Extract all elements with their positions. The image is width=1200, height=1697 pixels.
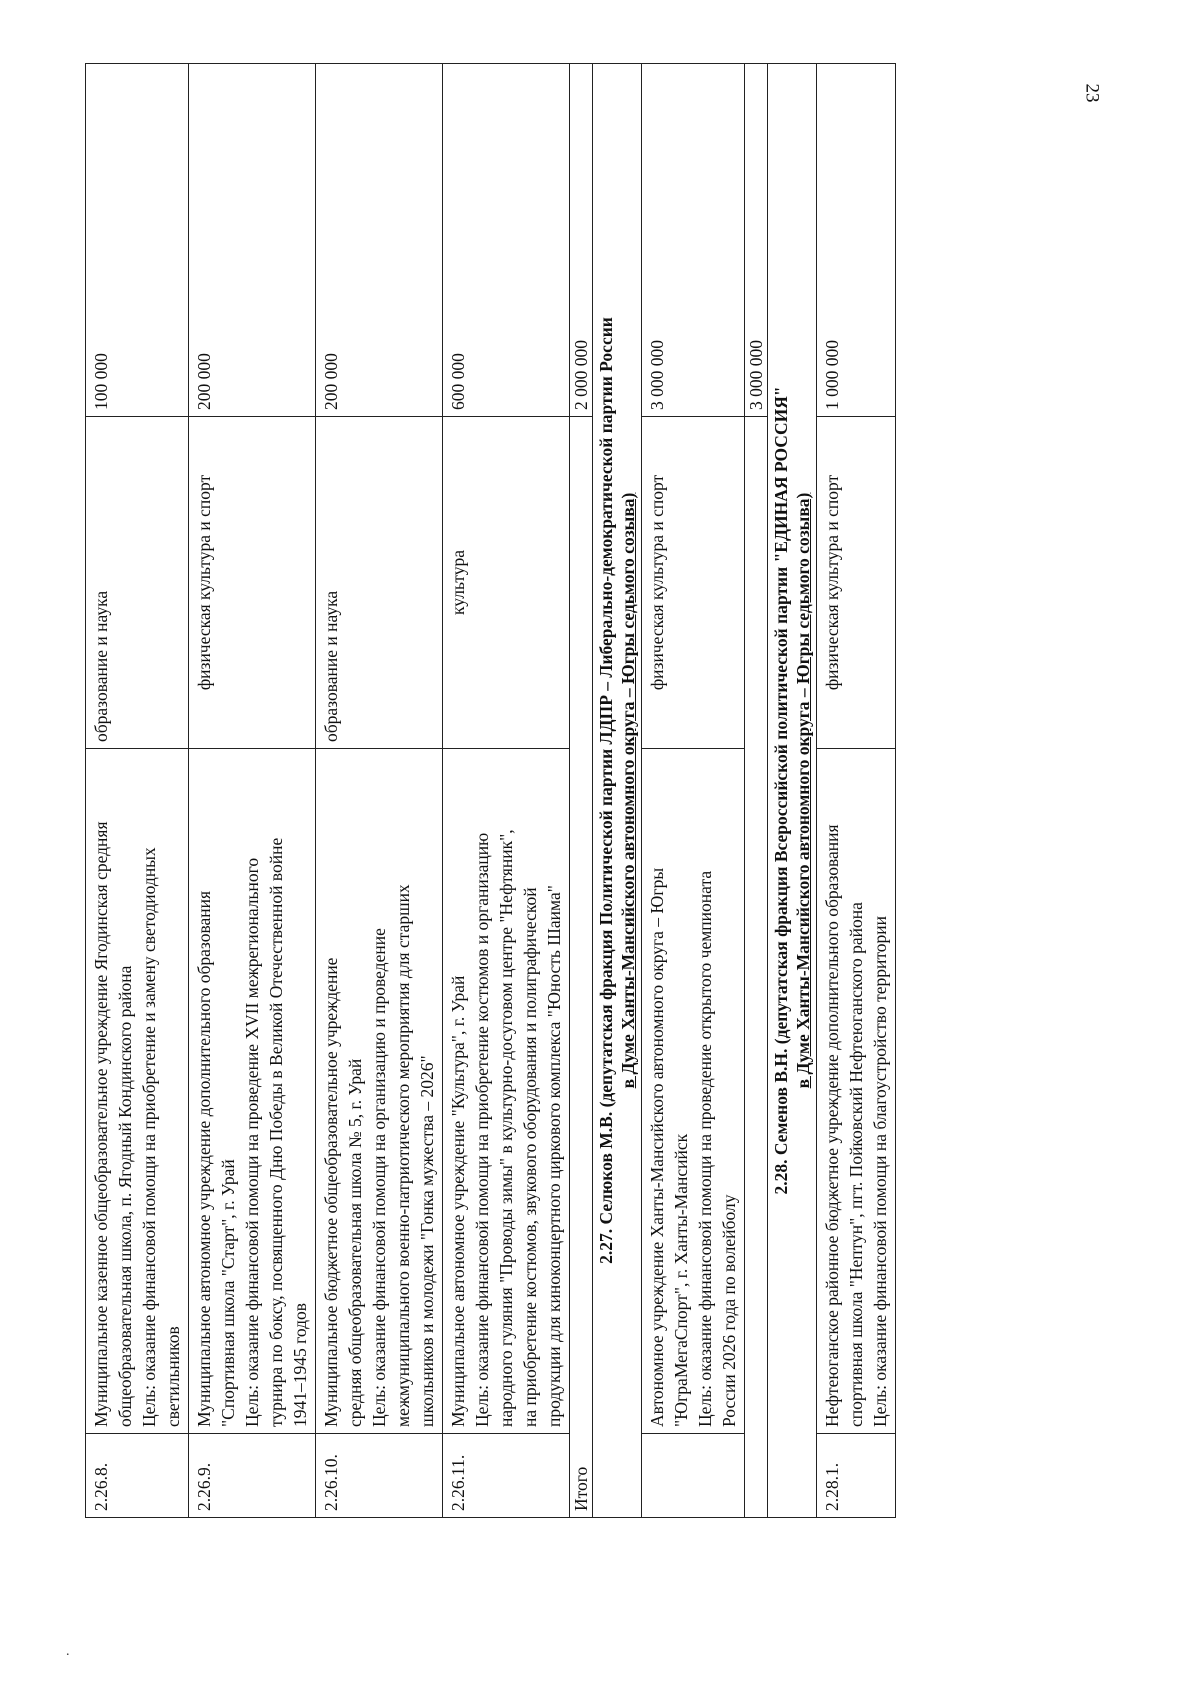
- total-amount: 2 000 000: [570, 64, 593, 417]
- description-line: Цель: оказание финансовой помощи на приобретение костюмов и организацию: [472, 832, 492, 1427]
- row-number: 2.26.8.: [86, 1434, 189, 1518]
- table-row: [817, 64, 896, 1518]
- section-heading-line: в Думе Ханты-Мансийского автономного округа – Югры седьмого созыва): [793, 492, 813, 1089]
- row-amount: 600 000: [443, 64, 570, 417]
- row-area: образование и наука: [316, 417, 443, 749]
- description-line: Цель: оказание финансовой помощи на проведение открытого чемпионата: [695, 870, 715, 1427]
- row-number: [642, 1434, 745, 1518]
- description-line: общеобразовательная школа, п. Ягодный Кондинского района: [115, 965, 135, 1427]
- description-line: "ЮграМегаСпорт", г. Ханты-Мансийск: [671, 1133, 691, 1427]
- section-heading-cell: [593, 64, 642, 1518]
- row-amount: 100 000: [86, 64, 189, 417]
- row-description: [443, 749, 570, 1434]
- description-line: школьников и молодежи "Гонка мужества – 2026": [417, 1055, 437, 1427]
- description-line: "Спортивная школа "Старт", г. Урай: [218, 1159, 238, 1427]
- row-amount: 1 000 000: [817, 64, 896, 417]
- table-row: [86, 64, 189, 1518]
- rotated-table-frame: [85, 64, 997, 1518]
- total-label: [745, 417, 768, 1518]
- row-area: образование и наука: [86, 417, 189, 749]
- row-number: 2.28.1.: [817, 1434, 896, 1518]
- description-line: светильников: [163, 1326, 183, 1427]
- row-description: [189, 749, 316, 1434]
- table-row: [316, 64, 443, 1518]
- description-line: Цель: оказание финансовой помощи на проведение XVII межрегионального: [242, 857, 262, 1427]
- row-area: культура: [443, 417, 570, 749]
- row-number: 2.26.10.: [316, 1434, 443, 1518]
- row-description: [642, 749, 745, 1434]
- section-heading-cell: [768, 64, 817, 1518]
- description-line: средняя общеобразовательная школа № 5, г. Урай: [345, 1058, 365, 1427]
- description-line: Цель: оказание финансовой помощи на приобретение и замену светодиодных: [139, 847, 159, 1427]
- row-amount: 3 000 000: [642, 64, 745, 417]
- description-line: Нефтеюганское районное бюджетное учреждение дополнительного образования: [822, 824, 842, 1427]
- table-row: [189, 64, 316, 1518]
- section-heading-line: 2.27. Селюков М.В. (депутатская фракция Политической партии ЛДПР – Либерально-демократической партии России: [596, 317, 616, 1264]
- total-row: [745, 64, 768, 1518]
- section-heading: [768, 64, 817, 1518]
- description-line: Цель: оказание финансовой помощи на благоустройство территории: [870, 916, 890, 1427]
- row-area: физическая культура и спорт: [189, 417, 316, 749]
- funding-table: [85, 63, 896, 1518]
- page-number: 23: [1081, 83, 1103, 103]
- row-number: 2.26.9.: [189, 1434, 316, 1518]
- description-line: Автономное учреждение Ханты-Мансийского автономного округа – Югры: [647, 867, 667, 1427]
- description-line: народного гуляния "Проводы зимы" в культурно-досуговом центре "Нефтяник",: [496, 829, 516, 1427]
- description-line: Муниципальное автономное учреждение "Культура", г. Урай: [448, 975, 468, 1427]
- description-line: на приобретение костюмов, звукового оборудования и полиграфической: [520, 887, 540, 1427]
- description-line: межмуниципального военно-патриотического мероприятия для старших: [393, 884, 413, 1427]
- section-heading-line: в Думе Ханты-Мансийского автономного округа – Югры седьмого созыва): [618, 492, 638, 1089]
- section-heading-line: 2.28. Семенов В.Н. (депутатская фракция Всероссийской политической партии "ЕДИНАЯ РОССИЯ": [771, 386, 791, 1195]
- total-row: [570, 64, 593, 1518]
- description-line: Цель: оказание финансовой помощи на организацию и проведение: [369, 928, 389, 1427]
- row-amount: 200 000: [316, 64, 443, 417]
- row-description: [316, 749, 443, 1434]
- row-amount: 200 000: [189, 64, 316, 417]
- table-row: [443, 64, 570, 1518]
- section-heading: [593, 64, 642, 1518]
- footer-mark: .: [66, 1644, 70, 1659]
- description-line: Муниципальное казенное общеобразовательное учреждение Ягодинская средняя: [91, 821, 111, 1427]
- total-label: Итого: [570, 417, 593, 1518]
- description-line: турнира по боксу, посвященного Дню Победы в Великой Отечественной войне: [266, 837, 286, 1427]
- description-line: 1941–1945 годов: [290, 1302, 310, 1427]
- row-area: физическая культура и спорт: [642, 417, 745, 749]
- row-description: [817, 749, 896, 1434]
- row-number: 2.26.11.: [443, 1434, 570, 1518]
- description-line: Муниципальное автономное учреждение дополнительного образования: [194, 890, 214, 1427]
- description-line: продукции для киноконцертного циркового комплекса "Юность Шаима": [544, 885, 564, 1427]
- description-line: Муниципальное бюджетное общеобразовательное учреждение: [321, 957, 341, 1427]
- table-row: [642, 64, 745, 1518]
- total-amount: 3 000 000: [745, 64, 768, 417]
- description-line: России 2026 года по волейболу: [719, 1194, 739, 1427]
- row-description: [86, 749, 189, 1434]
- description-line: спортивная школа "Нептун", пгт. Пойковский Нефтеюганского района: [846, 902, 866, 1427]
- row-area: физическая культура и спорт: [817, 417, 896, 749]
